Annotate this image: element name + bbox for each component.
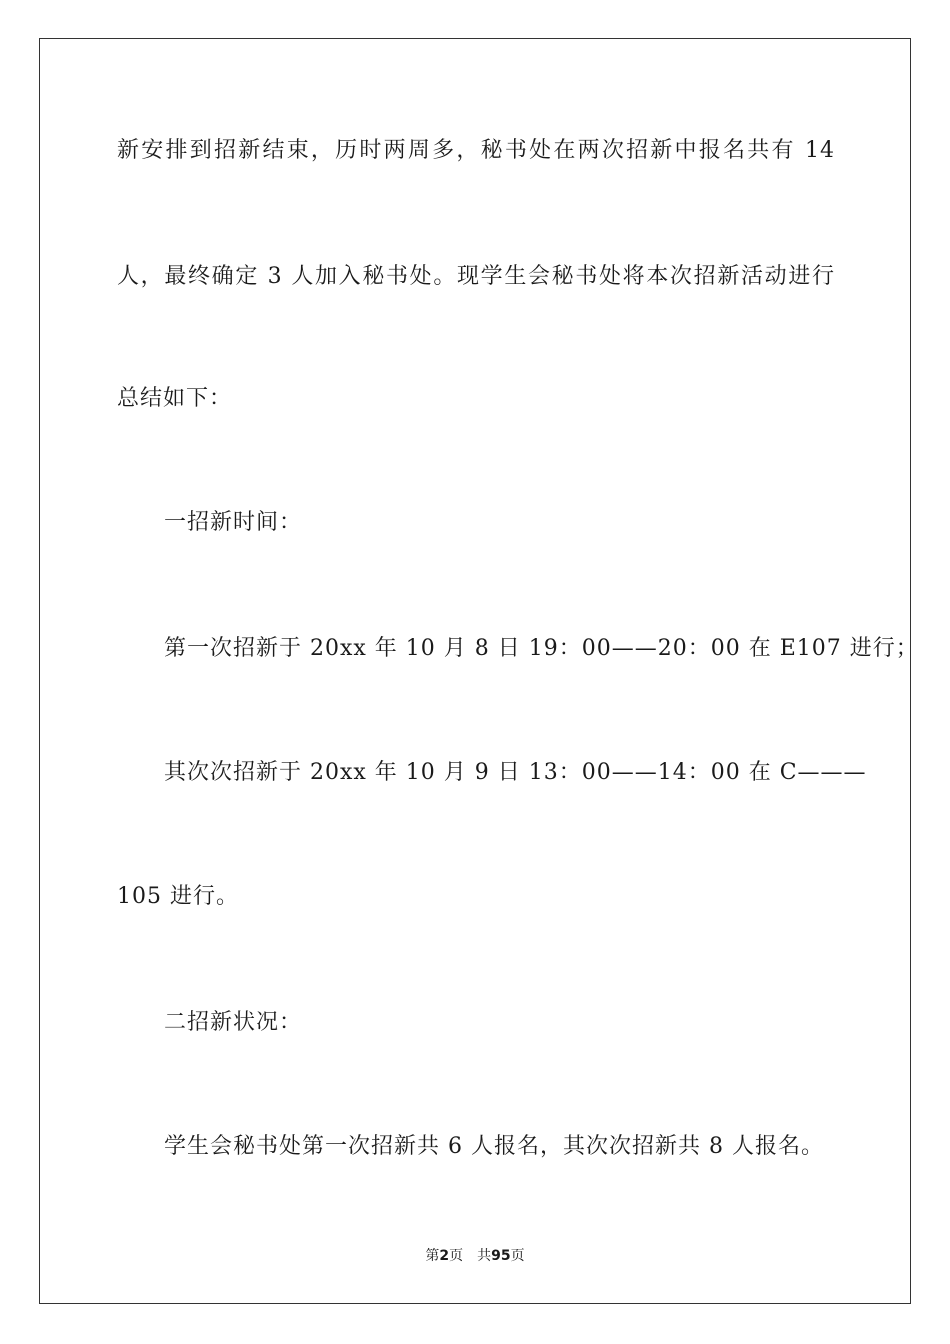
footer-page-number: 2 xyxy=(439,1248,450,1264)
footer-page-suffix: 页 xyxy=(449,1248,464,1264)
section-heading-status: 二招新状况： xyxy=(164,1010,303,1035)
section-heading-time: 一招新时间： xyxy=(164,510,303,535)
page-footer xyxy=(0,1246,950,1266)
footer-total-prefix: 共 xyxy=(477,1248,492,1264)
page-border xyxy=(39,38,911,1304)
footer-total-pages: 95 xyxy=(491,1248,511,1264)
paragraph-line-second-recruitment: 其次次招新于 20xx 年 10 月 9 日 13：00——14：00 在 C——— xyxy=(164,760,867,785)
paragraph-line-2: 人，最终确定 3 人加入秘书处。现学生会秘书处将本次招新活动进行 xyxy=(117,264,835,289)
paragraph-line-room: 105 进行。 xyxy=(117,884,239,909)
footer-total-suffix: 页 xyxy=(510,1248,525,1264)
paragraph-line-3: 总结如下： xyxy=(117,386,233,411)
footer-page-prefix: 第 xyxy=(425,1248,440,1264)
paragraph-line-first-recruitment: 第一次招新于 20xx 年 10 月 8 日 19：00——20：00 在 E107 进行； xyxy=(164,636,919,661)
paragraph-line-signups: 学生会秘书处第一次招新共 6 人报名，其次次招新共 8 人报名。 xyxy=(164,1134,824,1159)
paragraph-line-1: 新安排到招新结束，历时两周多，秘书处在两次招新中报名共有 14 xyxy=(117,138,835,163)
